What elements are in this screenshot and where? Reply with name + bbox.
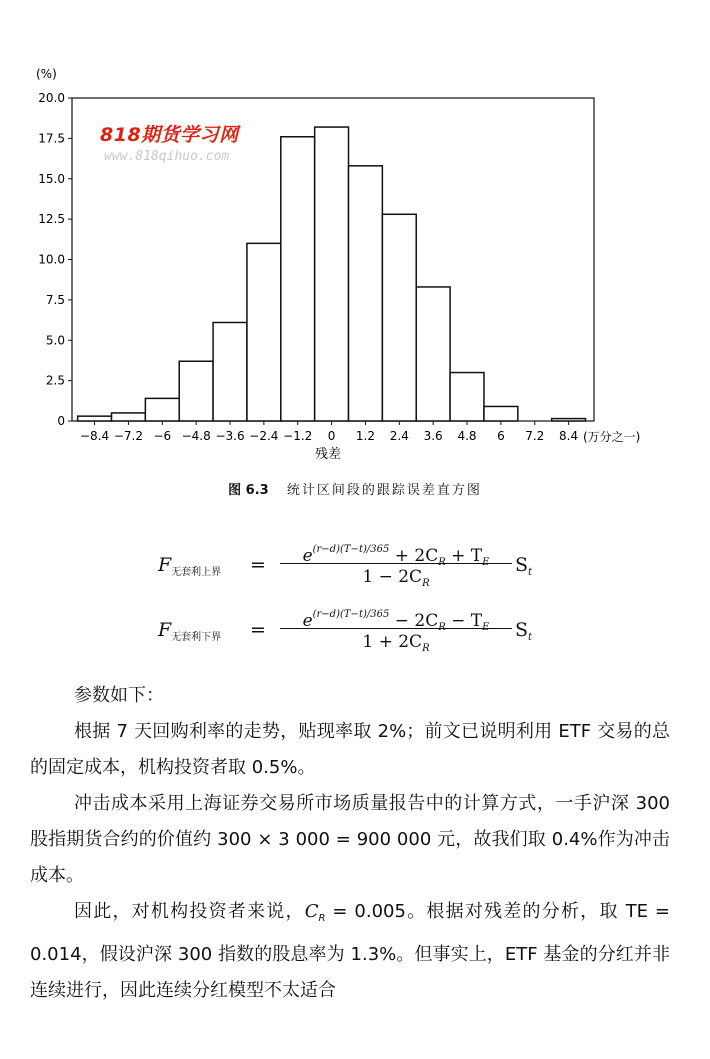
histogram-bar — [484, 406, 518, 421]
x-tick-label: −8.4 — [80, 429, 110, 443]
y-tick-label: 0 — [57, 414, 65, 428]
paragraph-impact-cost: 冲击成本采用上海证券交易所市场质量报告中的计算方式，一手沪深 300 股指期货合约的价值约 300 × 3 000 = 900 000 元，故我们取 0.4%作为冲击成本。 — [30, 793, 670, 886]
body-text — [30, 678, 670, 1009]
x-axis-label: 残差 — [315, 447, 342, 462]
formula-lower-bound: $F_{无套利下界}$ = $e^{(r-d)(T-t)/365} - 2C_R - T_E$ $1 + 2C_R$ $S_t$ — [158, 602, 578, 662]
x-tick-label: −1.2 — [283, 429, 313, 443]
y-tick-label: 2.5 — [45, 373, 65, 388]
x-tick-label: −4.8 — [181, 429, 211, 443]
x-tick-label: 8.4 — [559, 429, 579, 443]
x-tick-label: 4.8 — [457, 429, 477, 443]
y-tick-label: 7.5 — [45, 292, 65, 307]
figure-caption — [0, 479, 710, 498]
y-tick-label: 20.0 — [38, 91, 65, 105]
watermark-url: www.818qihuo.com — [104, 149, 230, 164]
histogram-bar — [145, 398, 179, 421]
histogram-bar — [349, 166, 383, 421]
watermark — [100, 120, 239, 164]
x-tick-label: −3.6 — [215, 429, 245, 443]
y-tick-label: 17.5 — [38, 131, 65, 146]
x-tick-label: 0 — [327, 429, 336, 443]
histogram-bar — [78, 416, 112, 421]
histogram-bar — [281, 137, 315, 421]
formula-upper-bound: $F_{无套利上界}$ = $e^{(r-d)(T-t)/365} + 2C_R + T_E$ $1 - 2C_R$ $S_t$ — [158, 537, 578, 597]
paragraph-conclusion: 因此，对机构投资者来说，$C_R = 0.005$。根据对残差的分析，取 TE = 0.014，假设沪深 300 指数的股息率为 1.3%。但事实上，ETF 基金的分红并非连续进行，因此连续分红模型不太适合 — [30, 901, 671, 1001]
y-tick-label: 10.0 — [38, 252, 65, 267]
histogram-bar — [416, 287, 450, 421]
histogram-bar — [552, 419, 586, 421]
formula-lower-fraction: $e^{(r-d)(T-t)/365} - 2C_R - T_E$ $1 + 2C_R$ — [280, 602, 512, 655]
x-tick-label: 1.2 — [355, 429, 375, 443]
x-axis-unit: (万分之一) — [583, 430, 641, 444]
paragraph-params: 参数如下： — [74, 685, 164, 706]
watermark-logo: 818期货学习网 — [100, 124, 239, 146]
formula-lower-lhs: $F_{无套利下界}$ — [158, 619, 222, 643]
histogram-bar — [112, 413, 146, 421]
formula-upper-fraction: $e^{(r-d)(T-t)/365} + 2C_R + T_E$ $1 - 2C_R$ — [280, 537, 512, 590]
x-tick-label: 6 — [497, 429, 505, 443]
histogram-bar — [450, 373, 484, 421]
histogram-chart — [0, 0, 710, 470]
x-tick-label: 3.6 — [423, 429, 443, 443]
y-axis-unit: (%) — [36, 67, 57, 81]
y-tick-label: 12.5 — [38, 212, 65, 227]
x-tick-label: −7.2 — [113, 429, 144, 443]
histogram-bar — [382, 214, 416, 421]
figure-caption-text: 统计区间段的跟踪误差直方图 — [286, 483, 482, 498]
histogram-bar — [247, 243, 281, 421]
y-tick-label: 5.0 — [45, 333, 65, 348]
x-tick-label: 2.4 — [389, 429, 409, 443]
formula-upper-lhs: $F_{无套利上界}$ — [158, 554, 222, 578]
histogram-bar — [315, 127, 349, 421]
histogram-bar — [179, 361, 213, 421]
x-tick-label: 7.2 — [525, 429, 545, 443]
x-tick-label: −6 — [153, 429, 172, 443]
histogram-bar — [213, 322, 247, 421]
y-tick-label: 15.0 — [38, 171, 65, 186]
x-tick-label: −2.4 — [249, 429, 279, 443]
paragraph-discount: 根据 7 天回购利率的走势，贴现率取 2%；前文已说明利用 ETF 交易的总的固定成本，机构投资者取 0.5%。 — [30, 721, 670, 778]
figure-number: 图 6.3 — [228, 483, 269, 498]
